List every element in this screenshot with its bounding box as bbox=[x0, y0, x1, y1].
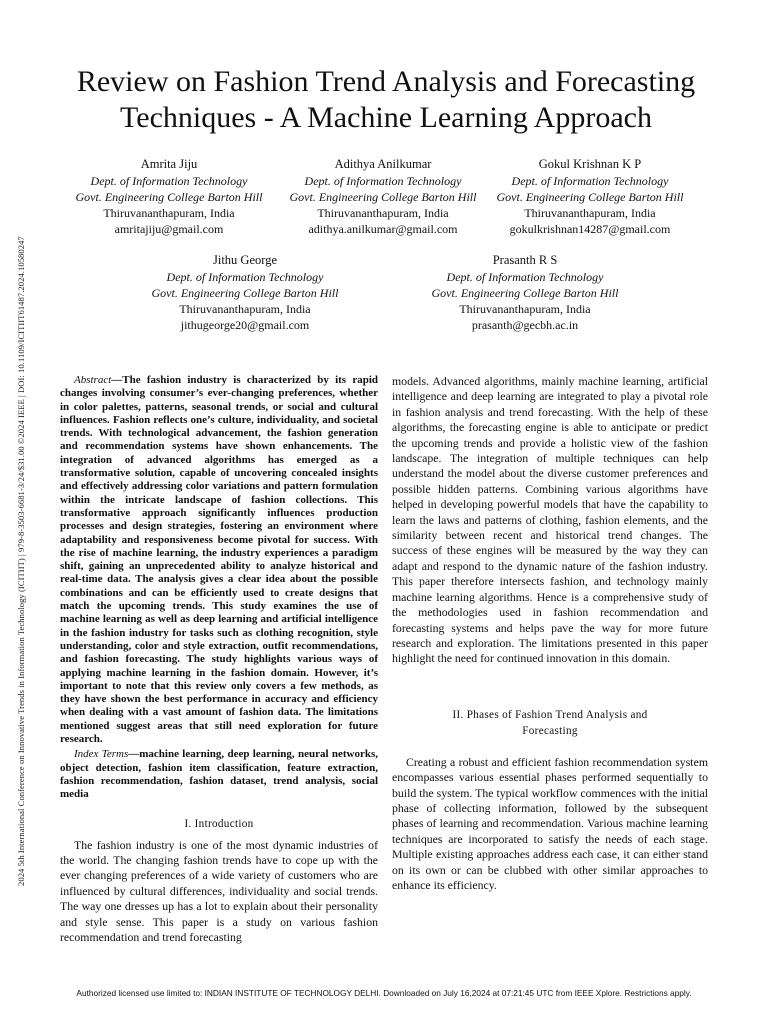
author-email: gokulkrishnan14287@gmail.com bbox=[509, 222, 671, 236]
author-email: jithugeorge20@gmail.com bbox=[180, 318, 310, 332]
author-college: Govt. Engineering College Barton Hill bbox=[431, 286, 619, 300]
right-column bbox=[392, 374, 708, 893]
author-block-1 bbox=[62, 156, 276, 237]
author-name: Amrita Jiju bbox=[140, 157, 198, 171]
author-name: Prasanth R S bbox=[492, 253, 558, 267]
author-city: Thiruvananthapuram, India bbox=[524, 206, 656, 220]
author-block-4 bbox=[140, 252, 350, 333]
author-college: Govt. Engineering College Barton Hill bbox=[75, 190, 263, 204]
section-2-heading bbox=[392, 707, 708, 739]
side-publication-note bbox=[16, 126, 30, 886]
author-city: Thiruvananthapuram, India bbox=[459, 302, 591, 316]
intro-paragraph-continued: models. Advanced algorithms, mainly machine learning, artificial intelligence and deep learning are integrated to play a pivotal role in fashion analysis and trend forecasting. With the help of these algorithms, the forecasting engine is able to anticipate or predict the upcoming trends and provide a holistic view of the fashion landscape. The integration of multiple techniques can help understand the model about the diverse customer preferences and possible hidden patterns. Combining various algorithms have helped in developing powerful models that have the capability to learn the laws and patterns of clothing, fashion elements, and the similarity between recent and historical trend changes. The success of these engines will be measured by the way they can adapt and respond to the dynamic nature of the fashion industry. This paper therefore intersects fashion, and technology mainly machine learning algorithms. Hence is a comprehensive study of the methodologies used in fashion recommendation and forecasting systems and helps pave the way for more future research and exploration. The limitations presented in this paper highlight the need for continued innovation in this domain. bbox=[392, 374, 708, 666]
author-name: Jithu George bbox=[213, 253, 277, 267]
title-line-1: Review on Fashion Trend Analysis and Forecasting bbox=[76, 65, 696, 98]
author-email: amritajiju@gmail.com bbox=[114, 222, 224, 236]
author-block-5 bbox=[420, 252, 630, 333]
abstract bbox=[60, 374, 378, 746]
author-block-3 bbox=[488, 156, 692, 237]
section-2-paragraph: Creating a robust and efficient fashion recommendation system encompasses various essential phases performed sequentially to build the system. The typical workflow commences with the initial phase of collecting information, followed by the subsequent phases of learning and recommendation. Various machine learning techniques are incorporated to satisfy the needs of each stage. Multiple existing approaches address each case, it can either stand on its own or can be clubbed with other similar approaches to enhance its efficiency. bbox=[392, 754, 708, 892]
title-line-2: Techniques - A Machine Learning Approach bbox=[120, 101, 652, 134]
author-city: Thiruvananthapuram, India bbox=[179, 302, 311, 316]
author-college: Govt. Engineering College Barton Hill bbox=[151, 286, 339, 300]
author-college: Govt. Engineering College Barton Hill bbox=[496, 190, 684, 204]
index-terms-label: Index Terms bbox=[74, 748, 129, 761]
author-dept: Dept. of Information Technology bbox=[304, 174, 462, 188]
left-column bbox=[60, 374, 378, 945]
index-terms-text: —machine learning, deep learning, neural networks, object detection, fashion item classification, feature extraction, fashion recommendation, fashion dataset, trend analysis, social media bbox=[60, 748, 378, 801]
author-name: Gokul Krishnan K P bbox=[538, 157, 642, 171]
index-terms bbox=[60, 748, 378, 801]
side-publication-text: 2024 5th International Conference on Innovative Trends in Information Technology (ICITIIT) | 979-8-3503-6681-3/24/$31.00 ©2024 IEEE | DOI: 10.1109/ICITIIT61487.2024.10580247 bbox=[16, 236, 26, 886]
abstract-text: —The fashion industry is characterized by its rapid changes involving consumer’s ever-changing preferences, whether in color palettes, patterns, seasonal trends, or social and cultural influences. Fashion reflects one’s culture, individuality, and societal trends. With technological advancement, the fashion generation and recommendation systems have shown enhancements. The integration of advanced algorithms has emerged as a transformative solution, capable of uncovering concealed insights and effectively addressing color variations and pattern formulation within the intricate landscape of fashion collections. This transformative approach significantly influences production processes and design strategies, fostering an environment where adaptability and responsiveness become pivotal for success. With the rise of machine learning, the industry experiences a paradigm shift, gaining an unprecedented ability to analyze historical and real-time data. The analysis gives a clear idea about the possible combinations and can be efficiently used to create designs that match the upcoming trends. This study examines the use of machine learning as well as deep learning and artificial intelligence in the fashion industry for tasks such as clothing recognition, style understanding, color and style extraction, outfit recommendations, and fashion forecasting. The study highlights various ways of applying machine learning in the fashion domain. However, it’s important to note that this review only covers a few methods, as they have shown the best performance in accuracy and efficiency when dealing with a vast amount of fashion data. The limitations mentioned suggest areas that still need exploration for future research. bbox=[60, 374, 378, 746]
author-block-2 bbox=[278, 156, 488, 237]
author-city: Thiruvananthapuram, India bbox=[103, 206, 235, 220]
author-dept: Dept. of Information Technology bbox=[166, 270, 324, 284]
section-2-heading-line-2: Forecasting bbox=[522, 724, 578, 737]
author-dept: Dept. of Information Technology bbox=[90, 174, 248, 188]
author-email: adithya.anilkumar@gmail.com bbox=[308, 222, 458, 236]
author-dept: Dept. of Information Technology bbox=[446, 270, 604, 284]
abstract-label: Abstract bbox=[74, 374, 112, 386]
paper-title bbox=[40, 64, 732, 136]
section-1-heading: I. Introduction bbox=[184, 817, 254, 830]
author-city: Thiruvananthapuram, India bbox=[317, 206, 449, 220]
license-footer: Authorized licensed use limited to: INDIAN INSTITUTE OF TECHNOLOGY DELHI. Downloaded on July 16,2024 at 07:21:45 UTC from IEEE Xplore. Restrictions apply. bbox=[76, 988, 692, 998]
section-2-heading-line-1: II. Phases of Fashion Trend Analysis and bbox=[452, 708, 648, 721]
author-name: Adithya Anilkumar bbox=[334, 157, 432, 171]
author-email: prasanth@gecbh.ac.in bbox=[471, 318, 579, 332]
author-college: Govt. Engineering College Barton Hill bbox=[289, 190, 477, 204]
author-dept: Dept. of Information Technology bbox=[511, 174, 669, 188]
intro-paragraph: The fashion industry is one of the most dynamic industries of the world. The changing fashion trends have to cope up with the ever changing preferences of a wide variety of customers who are influenced by cultural differences, individuality and social trends. The way one dresses up has a lot to explain about their personality and style sense. This paper is a study on various fashion recommendation and trend forecasting bbox=[60, 837, 378, 944]
